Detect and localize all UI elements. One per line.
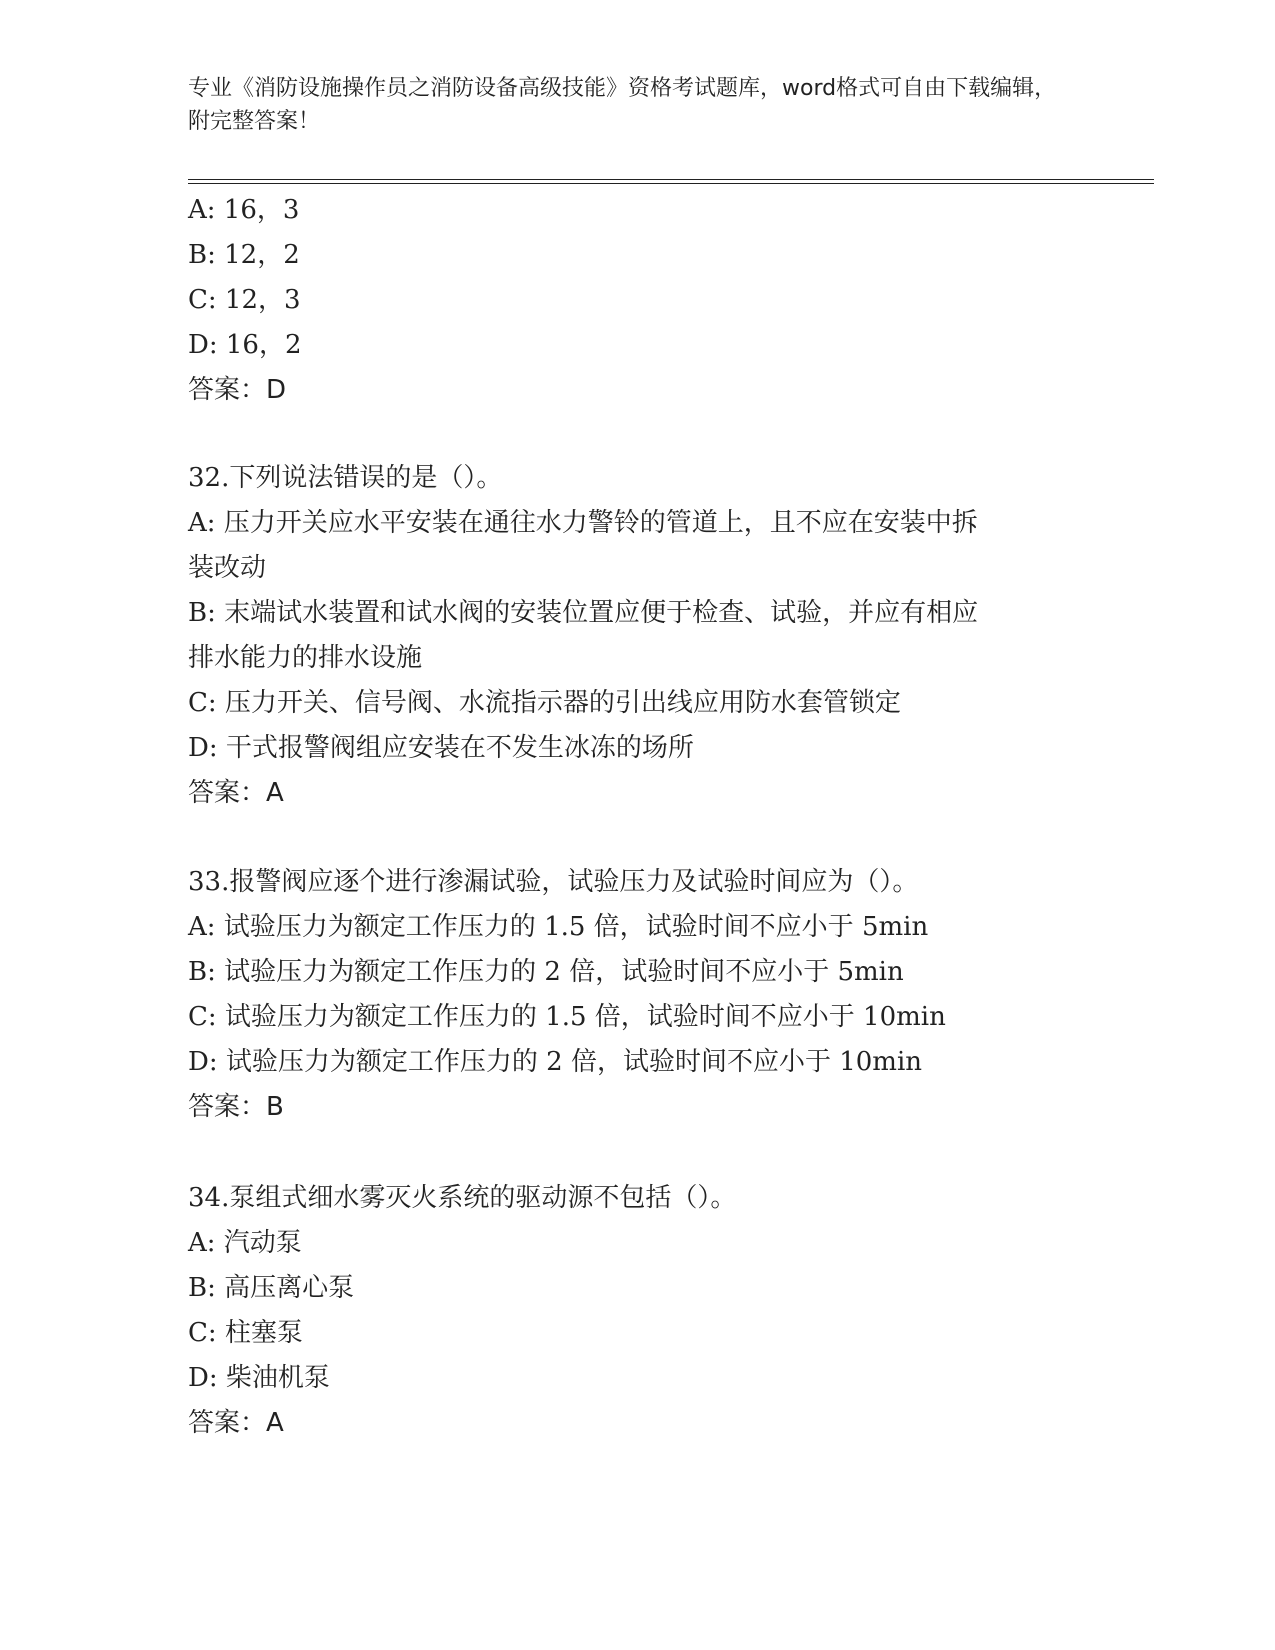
option-a: A: 16，3 <box>188 195 300 225</box>
option-d: D: 干式报警阀组应安装在不发生冰冻的场所 <box>188 733 694 763</box>
option-c: C: 试验压力为额定工作压力的 1.5 倍，试验时间不应小于 10min <box>188 1002 946 1032</box>
option-b: B: 末端试水装置和试水阀的安装位置应便于检查、试验，并应有相应 <box>188 598 979 628</box>
question-31-tail <box>188 188 1088 413</box>
question-32 <box>188 456 1088 816</box>
question-text: 32.下列说法错误的是（）。 <box>188 463 503 493</box>
answer: 答案：B <box>188 1092 284 1122</box>
question-34 <box>188 1176 1088 1446</box>
header-divider-top <box>188 179 1154 180</box>
option-d: D: 柴油机泵 <box>188 1363 330 1393</box>
option-a: A: 压力开关应水平安装在通往水力警铃的管道上，且不应在安装中拆 <box>188 508 978 538</box>
option-b-continued: 排水能力的排水设施 <box>188 643 423 673</box>
option-a: A: 试验压力为额定工作压力的 1.5 倍，试验时间不应小于 5min <box>188 912 929 942</box>
option-b: B: 12，2 <box>188 240 300 270</box>
answer: 答案：A <box>188 1408 284 1438</box>
option-c: C: 压力开关、信号阀、水流指示器的引出线应用防水套管锁定 <box>188 688 901 718</box>
option-b: B: 试验压力为额定工作压力的 2 倍，试验时间不应小于 5min <box>188 957 904 987</box>
question-33 <box>188 860 1088 1130</box>
option-a-continued: 装改动 <box>188 553 267 583</box>
answer: 答案：A <box>188 778 284 808</box>
answer: 答案：D <box>188 375 287 405</box>
option-d: D: 试验压力为额定工作压力的 2 倍，试验时间不应小于 10min <box>188 1047 923 1077</box>
option-b: B: 高压离心泵 <box>188 1273 355 1303</box>
question-text: 33.报警阀应逐个进行渗漏试验，试验压力及试验时间应为（）。 <box>188 867 919 897</box>
document-header: 专业《消防设施操作员之消防设备高级技能》资格考试题库，word格式可自由下载编辑，附完整答案！ <box>188 76 1057 134</box>
option-c: C: 柱塞泵 <box>188 1318 303 1348</box>
option-d: D: 16，2 <box>188 330 302 360</box>
option-c: C: 12，3 <box>188 285 301 315</box>
header-divider-bottom <box>188 183 1154 184</box>
question-text: 34.泵组式细水雾灭火系统的驱动源不包括（）。 <box>188 1183 737 1213</box>
option-a: A: 汽动泵 <box>188 1228 302 1258</box>
